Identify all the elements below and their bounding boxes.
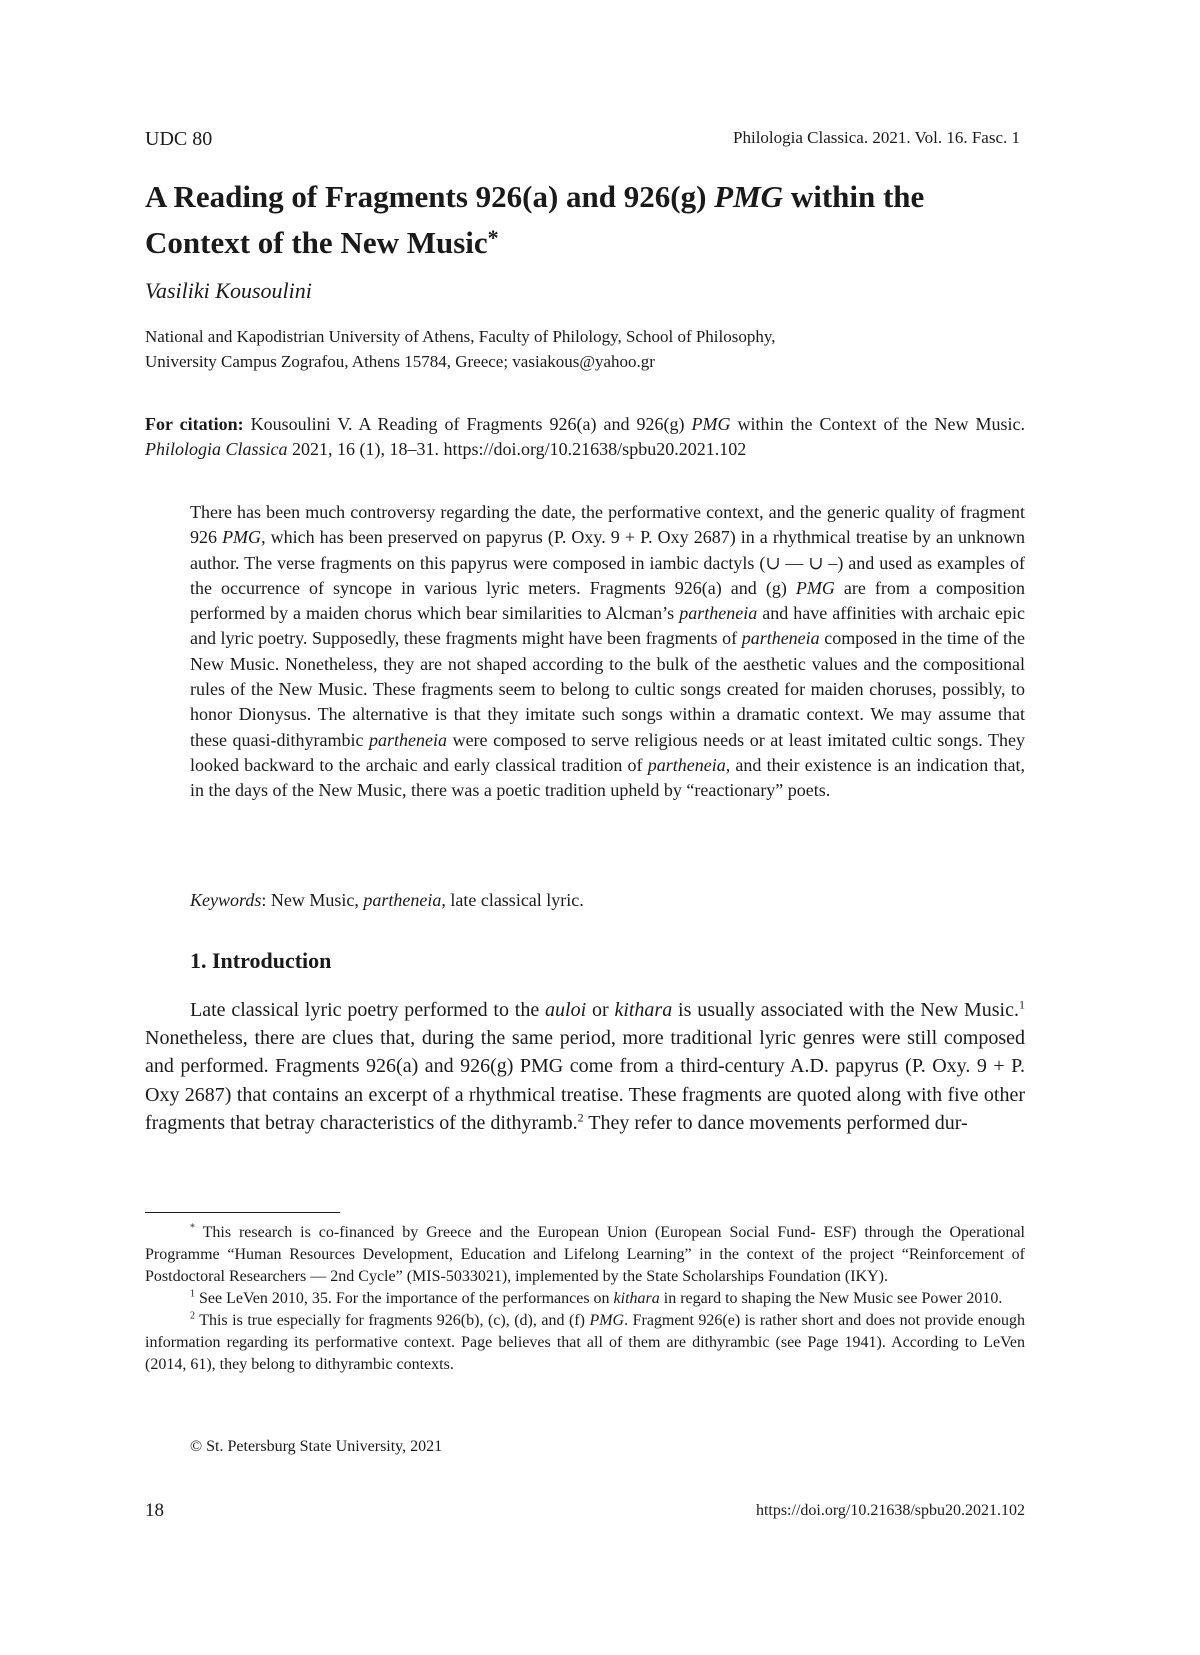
footnotes: [145, 1222, 1025, 1376]
footnote-star: * This research is co-financed by Greece and the European Union (European Social Fund- ESF) through the Operational Programme “Human Resources Development, Education and Lifelong Learning” in the context of the project “Reinforcement of Postdoctoral Researchers — 2nd Cycle” (MIS-5033021), implemented by the State Scholarships Foundation (IKY).: [145, 1222, 1025, 1285]
footnote-divider: [145, 1212, 340, 1213]
keywords-label: Keywords: [190, 890, 262, 910]
footnote-1: $^1$ See LeVen 2010, 35. For the importance of the performances on kithara in regard to shaping the New Music see Power 2010.: [190, 1288, 1003, 1307]
author-affiliation: National and Kapodistrian University of Athens, Faculty of Philology, School of Philosophy, University Campus Zografou, Athens 15784, Greece; vasiakous@yahoo.gr: [145, 327, 776, 371]
journal-citation: Philologia Classica. 2021. Vol. 16. Fasc. 1: [733, 128, 1020, 147]
footnote-2: $^2$ This is true especially for fragments 926(b), (c), (d), and (f) PMG. Fragment 926(e) is rather short and does not provide enough information regarding its performative context. Page believes that all of them are dithyrambic (see Page 1941). According to LeVen (2014, 61), they belong to dithyrambic contexts.: [145, 1310, 1026, 1373]
abstract: There has been much controversy regarding the date, the performative context, and the generic quality of fragment 926 PMG, which has been preserved on papyrus (P. Oxy. 9 + P. Oxy 2687) in a rhythmical treatise by an unknown author. The verse fragments on this papyrus were composed in iambic dactyls (∪ — ∪ –) and used as examples of the occurrence of syncope in various lyric meters. Fragments 926(a) and (g) PMG are from a composition performed by a maiden chorus which bear similarities to Alcman’s partheneia and have affinities with archaic epic and lyric poetry. Supposedly, these fragments might have been fragments of partheneia composed in the time of the New Music. Nonetheless, they are not shaped according to the bulk of the aesthetic values and the compositional rules of the New Music. These fragments seem to belong to cultic songs created for maiden choruses, possibly, to honor Dionysus. The alternative is that they imitate such songs within a dramatic context. We may assume that these quasi-dithyrambic partheneia were composed to serve religious needs or at least imitated cultic songs. They looked backward to the archaic and early classical tradition of partheneia, and their existence is an indication that, in the days of the New Music, there was a poetic tradition upheld by “reactionary” poets.: [190, 502, 1026, 801]
article-title: A Reading of Fragments 926(a) and 926(g) PMG within the Context of the New Music*: [145, 179, 925, 260]
page-number: 18: [145, 1500, 164, 1521]
doi-link[interactable]: https://doi.org/10.21638/spbu20.2021.102: [755, 1502, 1025, 1519]
citation-block: For citation: Kousoulini V. A Reading of Fragments 926(a) and 926(g) PMG within the Context of the New Music. Philologia Classica 2021, 16 (1), 18–31. https://doi.org/10.21638/spbu20.2021.102: [145, 414, 1025, 459]
copyright-notice: © St. Petersburg State University, 2021: [190, 1438, 443, 1455]
author-name: Vasiliki Kousoulini: [145, 278, 312, 303]
citation-label: For citation:: [145, 414, 244, 434]
section-heading-introduction: 1. Introduction: [190, 948, 332, 973]
udc-code: UDC 80: [145, 128, 213, 150]
introduction-paragraph: Late classical lyric poetry performed to the auloi or kithara is usually associated with the New Music.$^1$ Nonetheless, there are clues that, during the same period, more traditional lyric genres were still composed and performed. Fragments 926(a) and 926(g) PMG come from a third-century A.D. papyrus (P. Oxy. 9 + P. Oxy 2687) that contains an excerpt of a rhythmical treatise. These fragments are quoted along with five other fragments that betray characteristics of the dithyramb.$^2$ They refer to dance movements performed dur-: [145, 997, 1025, 1134]
footnote-ref-2[interactable]: 2: [577, 1110, 584, 1125]
keywords: Keywords: New Music, partheneia, late classical lyric.: [190, 890, 584, 910]
running-header: [145, 128, 1020, 154]
footnote-ref-1[interactable]: 1: [1019, 997, 1025, 1012]
title-footnote-mark: *: [487, 225, 499, 250]
